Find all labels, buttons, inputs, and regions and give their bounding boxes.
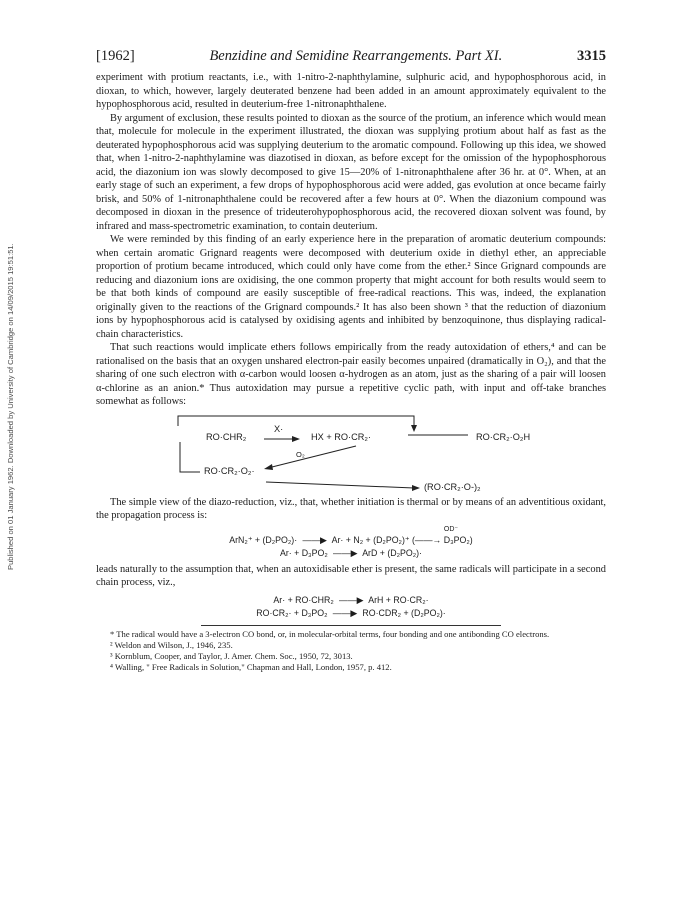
- running-header: [96, 48, 606, 65]
- page-number: 3315: [577, 48, 606, 64]
- footnotes: [96, 629, 606, 673]
- download-notice-text: Published on 01 January 1962. Downloaded by University of Cambridge on 14/09/2015 19:51:51.: [6, 243, 15, 570]
- footnote-3: ³ Kornblum, Cooper, and Taylor, J. Amer. Chem. Soc., 1950, 72, 3013.: [110, 650, 353, 661]
- body-text-top: [96, 71, 606, 409]
- x-arrowhead: [292, 436, 300, 442]
- dimer-label: (RO·CR₂·O-)₂: [424, 481, 481, 492]
- o2-label: O₂: [296, 449, 305, 459]
- o2-arrowhead: [264, 464, 273, 470]
- od-label: OD⁻: [443, 525, 459, 533]
- peroxy-radical-label: RO·CR₂·O₂·: [204, 465, 255, 476]
- down-arrowhead: [411, 425, 417, 432]
- equation-3-right: ArH + RO·CR₂·: [368, 594, 429, 605]
- equation-2: [96, 547, 606, 560]
- equation-1-right: Ar· + N₂ + (D₂PO₂)⁺ (——→ D₃PO₂): [331, 534, 473, 545]
- cycle-return-line: [178, 416, 414, 426]
- download-notice: [0, 100, 15, 570]
- equations-ether: [96, 594, 606, 620]
- dimer-arrowhead: [412, 485, 420, 491]
- header-year: [1962]: [96, 48, 135, 64]
- paragraph-1: experiment with protium reactants, i.e., with 1-nitro-2-naphthylamine, sulphuric acid, and hypophosphorous acid, in dioxan, to which, however, largely deuterated benzene had been added in an amount approximately equivalent to the hypophosphorous acid, resulted in deuterium-free 1-nitronaphthalene.: [96, 72, 606, 110]
- paragraph-6: leads naturally to the assumption that, when an autoxidisable ether is present, the same radicals will participate in a second chain process, viz.,: [96, 563, 606, 588]
- autoxidation-scheme: [96, 412, 606, 494]
- equations-diazo: [96, 526, 606, 560]
- equation-3-left: Ar· + RO·CHR₂: [273, 594, 334, 605]
- body-text-mid: [96, 496, 606, 523]
- footnote-2: ² Weldon and Wilson, J., 1946, 235.: [110, 639, 233, 650]
- equation-2-arrow: ——▶: [333, 547, 358, 558]
- hydroperoxide-label: RO·CR₂·O₂H: [476, 431, 531, 442]
- equation-4-arrow: ——▶: [332, 607, 358, 618]
- reactant-label: RO·CHR₂: [206, 431, 247, 442]
- footnote-4: ⁴ Walling, " Free Radicals in Solution," Chapman and Hall, London, 1957, p. 412.: [110, 661, 392, 672]
- paragraph-2: By argument of exclusion, these results pointed to dioxan as the source of the protium, an inference which would mean that, molecule for molecule in the experiment illustrated, the dioxan was supplying protium about half as fast as the deuterated hypophosphorous acid was supplying deuterium to the aromatic compound. Following up this idea, we showed that, when 1-nitro-2-naphthylamine was diazotised in dioxan, as before except for the omission of the hypophosphorous acid, the diazonium ion was slowly decomposed to give 15—20% of 1-nitronaphthalene after 36 hr. at 0°. When, at an early stage of such an experiment, a few drops of hypophosphorous acid were added, gas evolution at once became fairly brisk, and 50% of 1-nitronaphthalene could be recovered after a few hours at 0°. When the diazonium compound was decomposed in dioxan in the presence of trideuterohypophosphorous acid, the recovered dioxan solvent was found, by infrared and mass-spectrometric examination, to contain deuterium.: [96, 112, 606, 232]
- dimer-arrow: [266, 482, 414, 488]
- scheme-arrows: [96, 412, 606, 494]
- header-title: Benzidine and Semidine Rearrangements. Part XI.: [209, 48, 503, 64]
- paragraph-5: The simple view of the diazo-reduction, viz., that, whether initiation is thermal or by means of an adventitious oxidant, the propagation process is:: [96, 496, 606, 521]
- equation-3-arrow: ——▶: [339, 594, 364, 605]
- paragraph-3: We were reminded by this finding of an early experience here in the preparation of aromatic deuterium compounds: when certain aromatic Grignard reagents were decomposed with deuterium oxide in diethyl ether, an appreciable proportion of protium became introduced, which could only have come from the ether.² Since Grignard compounds are reducing and diazonium ions are oxidising, the one common property that might account for both results would seem to be that both kinds of compound are easily susceptible of free-radical reactions. This was, indeed, the explanation originally given to the reactions of the Grignard compounds.² It has also been shown ³ that the reduction of diazonium ions by hypophosphorous acid is catalysed by oxidising agents and inhibited by benzoquinone, thus displaying radical-chain characteristics.: [96, 234, 606, 340]
- o2-arrow: [268, 446, 356, 468]
- footnote-star: * The radical would have a 3-electron CO bond, or, in molecular-orbital terms, four bonding and one antibonding CO electrons.: [110, 628, 550, 639]
- equation-3: [96, 594, 606, 607]
- equation-1-left: ArN₂⁺ + (D₂PO₂)·: [229, 534, 298, 545]
- equation-4-left: RO·CR₂· + D₃PO₂: [256, 607, 328, 618]
- equation-4-right: RO·CDR₂ + (D₂PO₂)·: [362, 607, 446, 618]
- page-body: [96, 48, 606, 673]
- equation-1-arrow: ——▶: [302, 534, 327, 545]
- equation-2-left: Ar· + D₃PO₂: [279, 547, 328, 558]
- equation-4: [96, 607, 606, 620]
- footnote-rule: [201, 625, 501, 626]
- equation-1: [96, 534, 606, 547]
- equation-2-right: ArD + (D₂PO₂)·: [362, 547, 423, 558]
- products-label: HX + RO·CR₂·: [311, 431, 371, 442]
- paragraph-4: That such reactions would implicate ethers follows empirically from the ready autoxidation of ethers,⁴ and can be rationalised on the basis that an oxygen unshared electron-pair easily becomes unpaired (dramatically in O₂), and that the sharing of one such electron with α-carbon would loosen α-hydrogen as an atom, just as the sharing of a pair will loosen α-chlorine as an anion.* Thus autoxidation may pursue a repetitive cyclic path, with input and off-take branches somewhat as follows:: [96, 342, 606, 407]
- cycle-left-bracket: [180, 442, 200, 472]
- x-radical-label: X·: [274, 423, 284, 434]
- body-text-after: [96, 563, 606, 590]
